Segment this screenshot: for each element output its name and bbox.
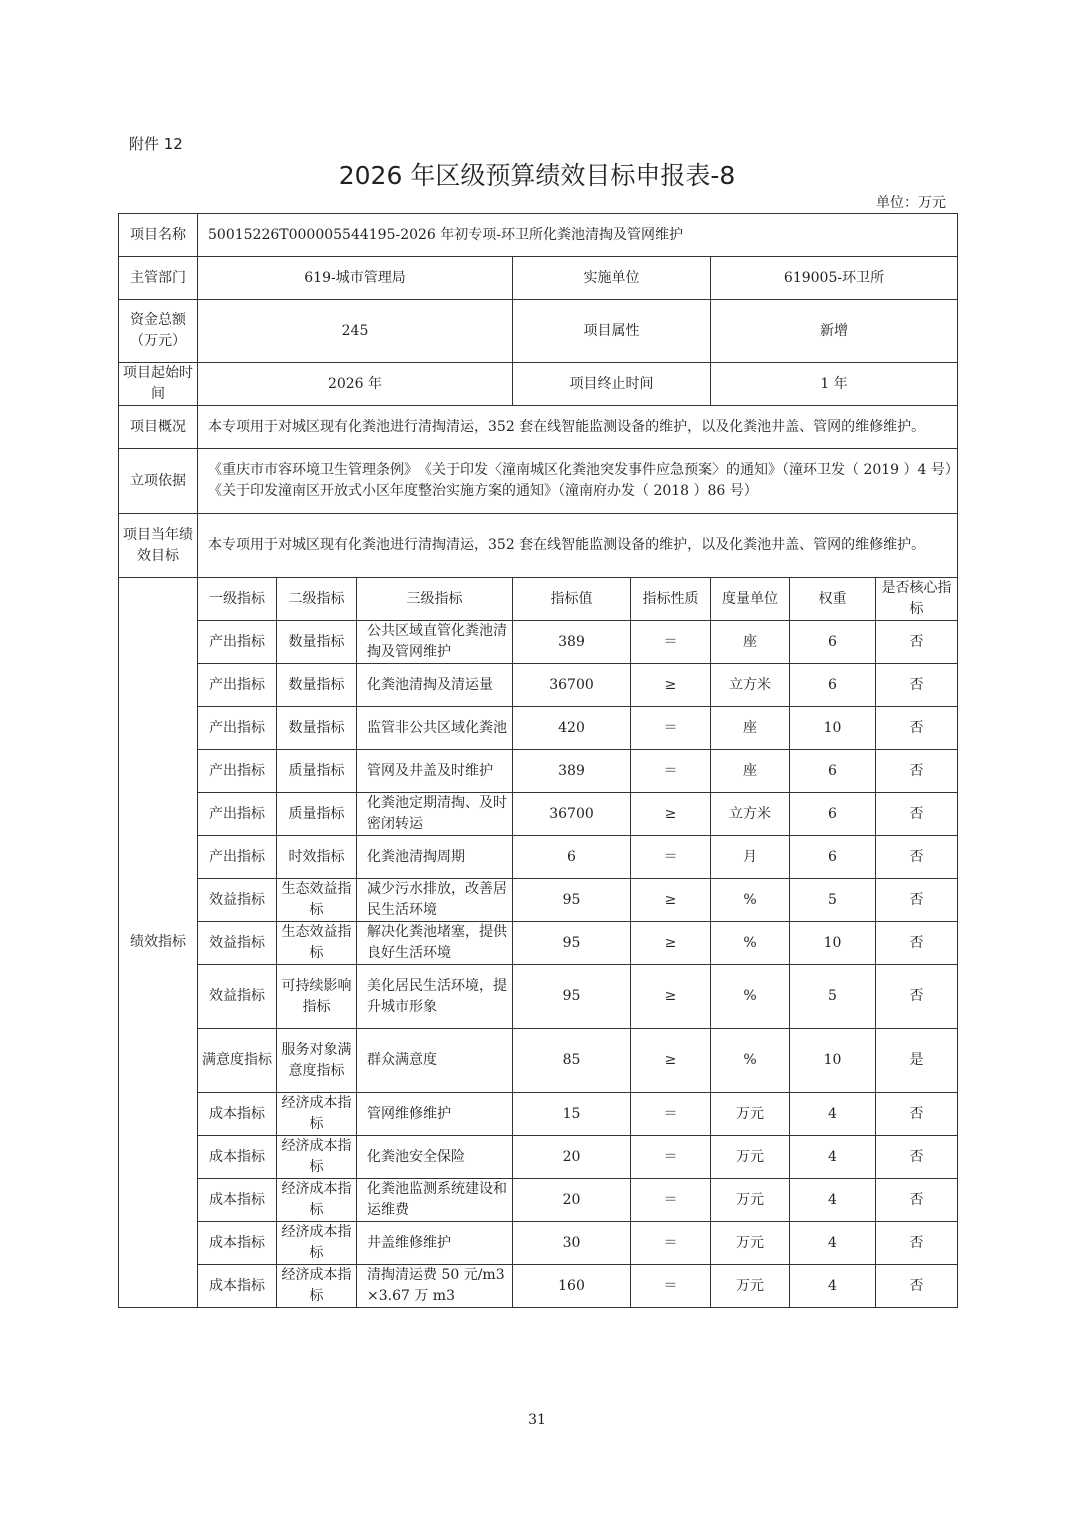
indicator-row — [119, 793, 958, 836]
level2-indicator: 经济成本指标 — [277, 1093, 357, 1136]
level3-indicator: 公共区域直管化粪池清掏及管网维护 — [357, 621, 513, 664]
indicator-row — [119, 1029, 958, 1093]
goal-value: 本专项用于对城区现有化粪池进行清掏清运，352 套在线智能监测设备的维护，以及化粪池井盖、管网的维修维护。 — [198, 514, 958, 578]
row-fund — [119, 300, 958, 363]
level1-indicator: 产出指标 — [198, 750, 277, 793]
core-indicator: 否 — [876, 707, 958, 750]
indicator-row — [119, 922, 958, 965]
row-basis — [119, 449, 958, 514]
weight: 10 — [790, 1029, 876, 1093]
measure-unit: 座 — [711, 707, 790, 750]
level2-indicator: 数量指标 — [277, 664, 357, 707]
column-header: 指标性质 — [631, 578, 711, 621]
indicator-nature: ＝ — [631, 621, 711, 664]
indicator-value: 20 — [513, 1179, 631, 1222]
level3-indicator: 化粪池监测系统建设和运维费 — [357, 1179, 513, 1222]
indicator-nature: ≥ — [631, 793, 711, 836]
overview-value: 本专项用于对城区现有化粪池进行清掏清运，352 套在线智能监测设备的维护，以及化粪池井盖、管网的维修维护。 — [198, 406, 958, 449]
indicator-row — [119, 707, 958, 750]
indicator-value: 160 — [513, 1265, 631, 1308]
level2-indicator: 经济成本指标 — [277, 1265, 357, 1308]
indicator-nature: ≥ — [631, 1029, 711, 1093]
indicator-row — [119, 836, 958, 879]
level1-indicator: 成本指标 — [198, 1093, 277, 1136]
attachment-label: 附件 12 — [129, 135, 183, 153]
measure-unit: 座 — [711, 621, 790, 664]
weight: 4 — [790, 1222, 876, 1265]
indicator-row — [119, 750, 958, 793]
level2-indicator: 数量指标 — [277, 707, 357, 750]
measure-unit: % — [711, 1029, 790, 1093]
level2-indicator: 时效指标 — [277, 836, 357, 879]
core-indicator: 否 — [876, 664, 958, 707]
level3-indicator: 化粪池定期清掏、及时密闭转运 — [357, 793, 513, 836]
indicator-row — [119, 1179, 958, 1222]
indicator-nature: ＝ — [631, 836, 711, 879]
indicator-nature: ≥ — [631, 664, 711, 707]
indicator-row — [119, 1136, 958, 1179]
level3-indicator: 解决化粪池堵塞，提供良好生活环境 — [357, 922, 513, 965]
column-header: 二级指标 — [277, 578, 357, 621]
column-header: 指标值 — [513, 578, 631, 621]
indicator-nature: ＝ — [631, 1136, 711, 1179]
row-overview — [119, 406, 958, 449]
column-header: 权重 — [790, 578, 876, 621]
core-indicator: 否 — [876, 621, 958, 664]
level3-indicator: 监管非公共区域化粪池 — [357, 707, 513, 750]
level1-indicator: 效益指标 — [198, 922, 277, 965]
measure-unit: % — [711, 965, 790, 1029]
indicator-value: 389 — [513, 750, 631, 793]
indicator-nature: ＝ — [631, 1265, 711, 1308]
measure-unit: 万元 — [711, 1222, 790, 1265]
core-indicator: 否 — [876, 750, 958, 793]
indicators-section-label: 绩效指标 — [119, 578, 198, 1308]
basis-label: 立项依据 — [119, 449, 198, 514]
indicator-value: 95 — [513, 879, 631, 922]
fund-value: 245 — [198, 300, 513, 363]
level3-indicator: 管网及井盖及时维护 — [357, 750, 513, 793]
measure-unit: 万元 — [711, 1136, 790, 1179]
core-indicator: 否 — [876, 879, 958, 922]
level1-indicator: 成本指标 — [198, 1136, 277, 1179]
indicator-value: 6 — [513, 836, 631, 879]
indicator-row — [119, 621, 958, 664]
weight: 4 — [790, 1179, 876, 1222]
unit-label: 单位：万元 — [876, 195, 946, 211]
project-name-label: 项目名称 — [119, 214, 198, 257]
level3-indicator: 管网维修维护 — [357, 1093, 513, 1136]
column-header: 是否核心指标 — [876, 578, 958, 621]
budget-performance-table — [118, 213, 966, 1308]
level1-indicator: 效益指标 — [198, 879, 277, 922]
measure-unit: 万元 — [711, 1093, 790, 1136]
indicator-value: 20 — [513, 1136, 631, 1179]
dept-label: 主管部门 — [119, 257, 198, 300]
indicator-value: 36700 — [513, 664, 631, 707]
weight: 6 — [790, 836, 876, 879]
weight: 10 — [790, 707, 876, 750]
indicator-row — [119, 1222, 958, 1265]
indicator-nature: ＝ — [631, 707, 711, 750]
indicator-row — [119, 965, 958, 1029]
level3-indicator: 井盖维修维护 — [357, 1222, 513, 1265]
indicator-nature: ≥ — [631, 879, 711, 922]
start-label: 项目起始时间 — [119, 363, 198, 406]
level3-indicator: 化粪池清掏及清运量 — [357, 664, 513, 707]
weight: 6 — [790, 664, 876, 707]
level3-indicator: 化粪池安全保险 — [357, 1136, 513, 1179]
indicator-value: 15 — [513, 1093, 631, 1136]
level2-indicator: 质量指标 — [277, 750, 357, 793]
core-indicator: 否 — [876, 793, 958, 836]
weight: 4 — [790, 1136, 876, 1179]
row-dept — [119, 257, 958, 300]
measure-unit: 万元 — [711, 1265, 790, 1308]
level2-indicator: 经济成本指标 — [277, 1222, 357, 1265]
indicator-nature: ＝ — [631, 1093, 711, 1136]
level2-indicator: 可持续影响指标 — [277, 965, 357, 1029]
measure-unit: % — [711, 922, 790, 965]
level3-indicator: 群众满意度 — [357, 1029, 513, 1093]
end-value: 1 年 — [711, 363, 958, 406]
column-header: 三级指标 — [357, 578, 513, 621]
row-period — [119, 363, 958, 406]
weight: 10 — [790, 922, 876, 965]
column-header: 一级指标 — [198, 578, 277, 621]
level2-indicator: 服务对象满意度指标 — [277, 1029, 357, 1093]
measure-unit: 立方米 — [711, 793, 790, 836]
impl-label: 实施单位 — [513, 257, 711, 300]
core-indicator: 否 — [876, 965, 958, 1029]
level1-indicator: 产出指标 — [198, 621, 277, 664]
core-indicator: 否 — [876, 922, 958, 965]
row-goal — [119, 514, 958, 578]
indicator-value: 85 — [513, 1029, 631, 1093]
indicator-nature: ≥ — [631, 965, 711, 1029]
level1-indicator: 产出指标 — [198, 836, 277, 879]
level2-indicator: 生态效益指标 — [277, 922, 357, 965]
indicator-header-row — [119, 578, 958, 621]
level1-indicator: 产出指标 — [198, 793, 277, 836]
indicator-row — [119, 879, 958, 922]
level1-indicator: 效益指标 — [198, 965, 277, 1029]
end-label: 项目终止时间 — [513, 363, 711, 406]
core-indicator: 是 — [876, 1029, 958, 1093]
weight: 4 — [790, 1265, 876, 1308]
indicator-nature: ＝ — [631, 1222, 711, 1265]
page-title: 2026 年区级预算绩效目标申报表-8 — [338, 161, 736, 190]
indicator-value: 30 — [513, 1222, 631, 1265]
indicator-row — [119, 1093, 958, 1136]
measure-unit: 座 — [711, 750, 790, 793]
core-indicator: 否 — [876, 1136, 958, 1179]
measure-unit: 月 — [711, 836, 790, 879]
level2-indicator: 经济成本指标 — [277, 1136, 357, 1179]
weight: 5 — [790, 879, 876, 922]
page-number: 31 — [528, 1412, 546, 1428]
measure-unit: 万元 — [711, 1179, 790, 1222]
indicator-nature: ＝ — [631, 1179, 711, 1222]
level1-indicator: 满意度指标 — [198, 1029, 277, 1093]
level3-indicator: 美化居民生活环境，提升城市形象 — [357, 965, 513, 1029]
level1-indicator: 成本指标 — [198, 1179, 277, 1222]
start-value: 2026 年 — [198, 363, 513, 406]
project-name-value: 50015226T000005544195-2026 年初专项-环卫所化粪池清掏及管网维护 — [198, 214, 958, 257]
core-indicator: 否 — [876, 1265, 958, 1308]
level1-indicator: 产出指标 — [198, 707, 277, 750]
core-indicator: 否 — [876, 1222, 958, 1265]
level1-indicator: 成本指标 — [198, 1265, 277, 1308]
fund-label: 资金总额（万元） — [119, 300, 198, 363]
attr-label: 项目属性 — [513, 300, 711, 363]
level2-indicator: 质量指标 — [277, 793, 357, 836]
indicator-value: 95 — [513, 965, 631, 1029]
indicator-value: 389 — [513, 621, 631, 664]
level2-indicator: 数量指标 — [277, 621, 357, 664]
level3-indicator: 化粪池清掏周期 — [357, 836, 513, 879]
weight: 4 — [790, 1093, 876, 1136]
basis-value: 《重庆市市容环境卫生管理条例》 《关于印发〈潼南城区化粪池突发事件应急预案〉的通知》（潼环卫发（ 2019 ）4 号） 《关于印发潼南区开放式小区年度整治实施方案的通知》（潼南府办发（ 2018 ）86 号） — [198, 449, 958, 514]
level1-indicator: 产出指标 — [198, 664, 277, 707]
indicator-value: 95 — [513, 922, 631, 965]
indicator-value: 420 — [513, 707, 631, 750]
core-indicator: 否 — [876, 1093, 958, 1136]
overview-label: 项目概况 — [119, 406, 198, 449]
level3-indicator: 清掏清运费 50 元/m3 ×3.67 万 m3 — [357, 1265, 513, 1308]
indicator-row — [119, 664, 958, 707]
core-indicator: 否 — [876, 1179, 958, 1222]
weight: 5 — [790, 965, 876, 1029]
weight: 6 — [790, 621, 876, 664]
indicator-value: 36700 — [513, 793, 631, 836]
impl-value: 619005-环卫所 — [711, 257, 958, 300]
level3-indicator: 减少污水排放，改善居民生活环境 — [357, 879, 513, 922]
indicator-row — [119, 1265, 958, 1308]
attr-value: 新增 — [711, 300, 958, 363]
level1-indicator: 成本指标 — [198, 1222, 277, 1265]
weight: 6 — [790, 750, 876, 793]
indicator-nature: ＝ — [631, 750, 711, 793]
column-header: 度量单位 — [711, 578, 790, 621]
weight: 6 — [790, 793, 876, 836]
measure-unit: 立方米 — [711, 664, 790, 707]
goal-label: 项目当年绩效目标 — [119, 514, 198, 578]
measure-unit: % — [711, 879, 790, 922]
level2-indicator: 生态效益指标 — [277, 879, 357, 922]
level2-indicator: 经济成本指标 — [277, 1179, 357, 1222]
row-project-name — [119, 214, 958, 257]
indicator-nature: ≥ — [631, 922, 711, 965]
core-indicator: 否 — [876, 836, 958, 879]
dept-value: 619-城市管理局 — [198, 257, 513, 300]
